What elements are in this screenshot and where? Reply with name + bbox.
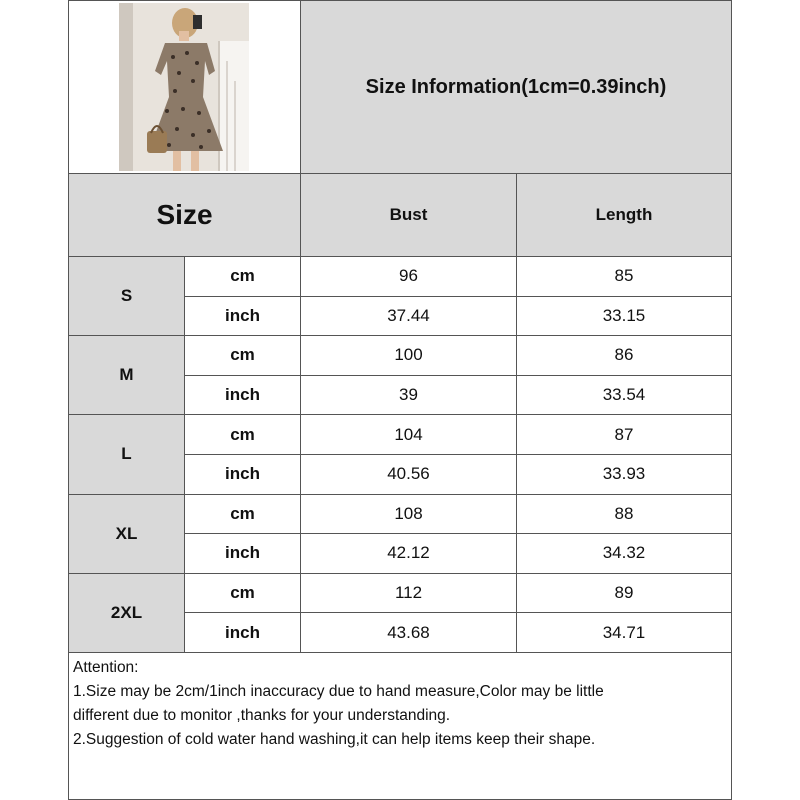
bust-value: 104 [300,414,517,455]
bust-value: 96 [300,256,517,297]
length-value: 86 [516,335,732,376]
size-chart [68,0,732,800]
length-value: 33.54 [516,375,732,416]
attention-heading: Attention: [73,659,139,676]
unit-label: cm [184,414,301,455]
attention-line-1: 1.Size may be 2cm/1inch inaccuracy due to hand measure,Color may be little [73,683,604,700]
size-label: L [68,414,185,494]
product-photo [68,0,301,174]
model-photo-icon [69,1,300,173]
unit-label: cm [184,335,301,376]
size-label: XL [68,494,185,574]
length-value: 34.32 [516,533,732,574]
unit-label: cm [184,573,301,614]
size-label: S [68,256,185,336]
length-value: 33.15 [516,296,732,337]
length-header: Length [516,173,732,257]
size-label: M [68,335,185,415]
bust-value: 108 [300,494,517,535]
unit-label: cm [184,494,301,535]
bust-value: 40.56 [300,454,517,495]
attention-line-3: 2.Suggestion of cold water hand washing,it can help items keep their shape. [73,731,596,748]
length-value: 88 [516,494,732,535]
size-info-title: Size Information(1cm=0.39inch) [300,0,732,174]
bust-value: 100 [300,335,517,376]
attention-line-2: different due to monitor ,thanks for your understanding. [73,707,451,724]
bust-value: 112 [300,573,517,614]
bust-value: 42.12 [300,533,517,574]
length-value: 33.93 [516,454,732,495]
bust-value: 43.68 [300,612,517,653]
unit-label: cm [184,256,301,297]
unit-label: inch [184,296,301,337]
length-value: 85 [516,256,732,297]
bust-header: Bust [300,173,517,257]
length-value: 89 [516,573,732,614]
unit-label: inch [184,612,301,653]
size-label: 2XL [68,573,185,653]
attention-notes [68,652,732,800]
bust-value: 37.44 [300,296,517,337]
bust-value: 39 [300,375,517,416]
unit-label: inch [184,454,301,495]
size-header: Size [68,173,301,257]
unit-label: inch [184,533,301,574]
unit-label: inch [184,375,301,416]
length-value: 34.71 [516,612,732,653]
length-value: 87 [516,414,732,455]
